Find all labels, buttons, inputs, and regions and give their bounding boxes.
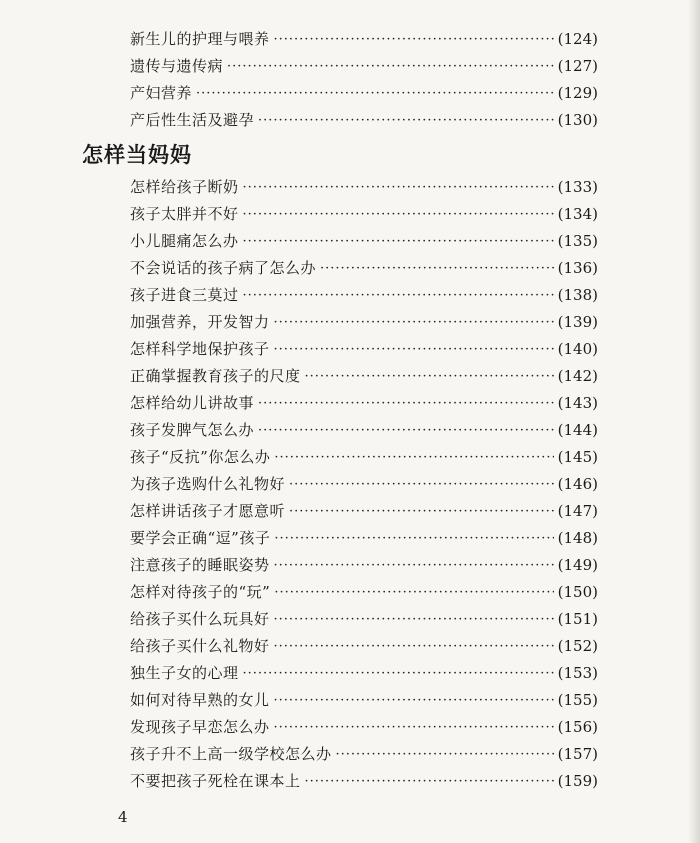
toc-entry xyxy=(130,390,598,417)
toc-entry-title: 怎样对待孩子的“玩” xyxy=(130,583,271,601)
toc-entry-title: 加强营养，开发智力 xyxy=(130,313,270,331)
toc-entry xyxy=(130,309,598,336)
toc-entry-page: (148) xyxy=(557,529,598,547)
table-of-contents xyxy=(82,26,598,795)
dot-leader xyxy=(320,255,554,282)
toc-entry-title: 遗传与遗传病 xyxy=(130,57,224,75)
toc-entry xyxy=(130,201,598,228)
toc-entry-page: (133) xyxy=(557,178,598,196)
dot-leader xyxy=(243,174,554,201)
dot-leader xyxy=(243,282,554,309)
toc-entry-title: 怎样给幼儿讲故事 xyxy=(130,394,255,412)
dot-leader xyxy=(274,336,554,363)
toc-entry xyxy=(130,80,598,107)
toc-entry xyxy=(130,107,598,134)
toc-entry-page: (144) xyxy=(557,421,598,439)
toc-entry-title: 小儿腿痛怎么办 xyxy=(130,232,239,250)
toc-entry-title: 怎样讲话孩子才愿意听 xyxy=(130,502,286,520)
toc-entry xyxy=(130,255,598,282)
toc-entry-title: 如何对待早熟的女儿 xyxy=(130,691,270,709)
dot-leader xyxy=(258,390,554,417)
toc-entry xyxy=(130,363,598,390)
toc-entry xyxy=(130,714,598,741)
toc-section-main xyxy=(130,174,598,795)
toc-entry-page: (140) xyxy=(557,340,598,358)
toc-entry xyxy=(130,444,598,471)
toc-entry-page: (155) xyxy=(557,691,598,709)
toc-entry-title: 怎样给孩子断奶 xyxy=(130,178,239,196)
toc-entry-page: (129) xyxy=(557,84,598,102)
toc-entry xyxy=(130,26,598,53)
dot-leader xyxy=(336,741,554,768)
toc-entry-title: 孩子太胖并不好 xyxy=(130,205,239,223)
toc-section-continued xyxy=(130,26,598,134)
page-edge-shadow xyxy=(688,0,700,843)
toc-entry xyxy=(130,53,598,80)
toc-entry-page: (135) xyxy=(557,232,598,250)
toc-entry-page: (139) xyxy=(557,313,598,331)
toc-entry-title: 产后性生活及避孕 xyxy=(130,111,255,129)
toc-entry-title: 孩子升不上高一级学校怎么办 xyxy=(130,745,332,763)
page-number: 4 xyxy=(118,808,128,826)
toc-entry xyxy=(130,552,598,579)
toc-entry-title: 不会说话的孩子病了怎么办 xyxy=(130,259,317,277)
dot-leader xyxy=(274,579,553,606)
toc-entry-title: 不要把孩子死栓在课本上 xyxy=(130,772,301,790)
toc-entry-page: (159) xyxy=(557,772,598,790)
toc-entry xyxy=(130,471,598,498)
toc-entry xyxy=(130,687,598,714)
toc-entry-page: (127) xyxy=(557,57,598,75)
dot-leader xyxy=(196,80,554,107)
toc-entry xyxy=(130,768,598,795)
dot-leader xyxy=(305,363,554,390)
toc-entry-page: (156) xyxy=(557,718,598,736)
toc-entry-title: 正确掌握教育孩子的尺度 xyxy=(130,367,301,385)
dot-leader xyxy=(243,201,554,228)
toc-entry xyxy=(130,498,598,525)
dot-leader xyxy=(274,687,554,714)
dot-leader xyxy=(227,53,554,80)
toc-entry-title: 要学会正确“逗”孩子 xyxy=(130,529,271,547)
toc-entry-title: 新生儿的护理与喂养 xyxy=(130,30,270,48)
toc-entry xyxy=(130,606,598,633)
toc-entry-title: 孩子进食三莫过 xyxy=(130,286,239,304)
dot-leader xyxy=(289,471,554,498)
toc-entry-page: (124) xyxy=(557,30,598,48)
toc-entry-page: (151) xyxy=(557,610,598,628)
dot-leader xyxy=(305,768,554,795)
dot-leader xyxy=(258,417,554,444)
toc-entry-title: 注意孩子的睡眠姿势 xyxy=(130,556,270,574)
toc-entry-page: (134) xyxy=(557,205,598,223)
toc-entry-page: (143) xyxy=(557,394,598,412)
dot-leader xyxy=(274,714,554,741)
toc-entry xyxy=(130,741,598,768)
toc-entry-page: (152) xyxy=(557,637,598,655)
toc-entry-page: (153) xyxy=(557,664,598,682)
toc-entry-page: (150) xyxy=(557,583,598,601)
toc-entry xyxy=(130,336,598,363)
toc-entry xyxy=(130,660,598,687)
toc-entry-title: 给孩子买什么玩具好 xyxy=(130,610,270,628)
toc-entry-title: 孩子“反抗”你怎么办 xyxy=(130,448,271,466)
toc-entry xyxy=(130,174,598,201)
toc-entry-title: 独生子女的心理 xyxy=(130,664,239,682)
toc-entry-title: 为孩子选购什么礼物好 xyxy=(130,475,286,493)
toc-entry-page: (146) xyxy=(557,475,598,493)
toc-entry-title: 产妇营养 xyxy=(130,84,193,102)
toc-entry-title: 怎样科学地保护孩子 xyxy=(130,340,270,358)
dot-leader xyxy=(274,606,554,633)
dot-leader xyxy=(243,660,554,687)
toc-entry-page: (136) xyxy=(557,259,598,277)
toc-entry xyxy=(130,633,598,660)
toc-entry-page: (147) xyxy=(557,502,598,520)
dot-leader xyxy=(258,107,554,134)
toc-entry-page: (142) xyxy=(557,367,598,385)
dot-leader xyxy=(289,498,554,525)
toc-entry-title: 发现孩子早恋怎么办 xyxy=(130,718,270,736)
dot-leader xyxy=(274,525,553,552)
toc-entry-title: 给孩子买什么礼物好 xyxy=(130,637,270,655)
toc-entry-page: (157) xyxy=(557,745,598,763)
toc-entry-page: (130) xyxy=(557,111,598,129)
toc-entry-page: (138) xyxy=(557,286,598,304)
toc-entry-page: (145) xyxy=(557,448,598,466)
dot-leader xyxy=(274,444,553,471)
dot-leader xyxy=(274,26,554,53)
toc-entry xyxy=(130,579,598,606)
toc-entry xyxy=(130,525,598,552)
toc-entry xyxy=(130,228,598,255)
dot-leader xyxy=(243,228,554,255)
toc-entry-page: (149) xyxy=(557,556,598,574)
toc-entry-title: 孩子发脾气怎么办 xyxy=(130,421,255,439)
dot-leader xyxy=(274,633,554,660)
toc-entry xyxy=(130,417,598,444)
dot-leader xyxy=(274,552,554,579)
toc-entry xyxy=(130,282,598,309)
section-heading: 怎样当妈妈 xyxy=(82,143,192,167)
dot-leader xyxy=(274,309,554,336)
